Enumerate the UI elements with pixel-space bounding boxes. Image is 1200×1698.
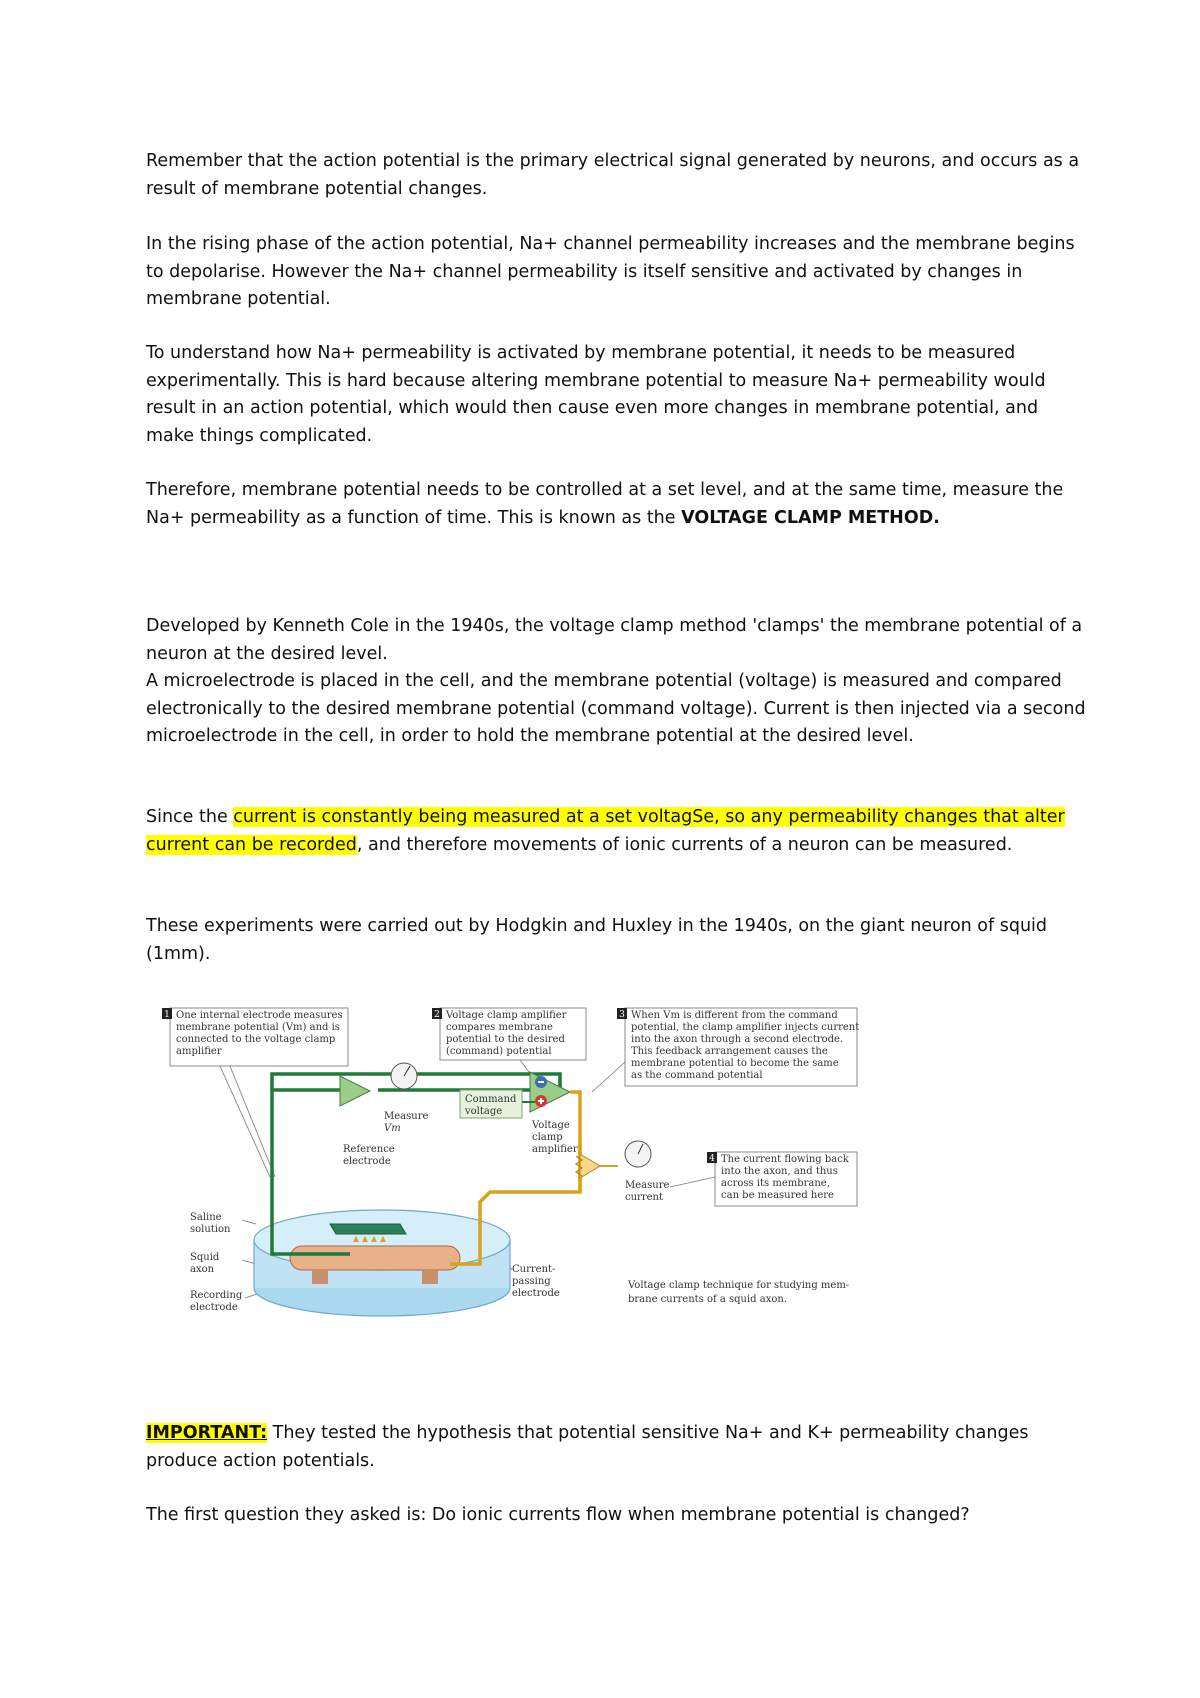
box4-number: 4 [709,1154,715,1164]
box4-line: The current flowing back [721,1154,849,1165]
measure-vm-label: Measure [384,1111,429,1122]
paragraph-9 [146,1420,1086,1475]
box2-line: compares membrane [446,1022,553,1033]
important-label: IMPORTANT: [146,1423,268,1443]
command-voltage-box [460,1090,535,1118]
highlighted-text: current is constantly being measured at a set voltagSe, so any permeability changes that alter current can be recorded [146,807,1065,855]
box2-line: Voltage clamp amplifier [446,1010,567,1021]
command-label: voltage [465,1106,503,1117]
box3-line: This feedback arrangement causes the [631,1046,828,1057]
box3-line: potential, the clamp amplifier injects current [631,1022,860,1033]
box3-line: as the command potential [631,1070,763,1081]
paragraph-7 [146,804,1086,859]
current-meter [576,1141,651,1178]
squid-axon-label: axon [190,1264,215,1275]
voltage-clamp-label: clamp [532,1132,563,1143]
voltage-clamp-method-term: VOLTAGE CLAMP METHOD. [681,507,940,528]
box3-line: membrane potential to become the same [631,1058,839,1069]
box2-line: potential to the desired [446,1034,565,1045]
figure-caption: brane currents of a squid axon. [628,1294,788,1305]
p4-text: Therefore, membrane potential needs to be controlled at a set level, and at the same time, measure the Na+ permeability as a function of time. This is known as the [146,480,1064,528]
voltage-clamp-amplifier [530,1072,570,1112]
current-passing-label: passing [512,1276,551,1287]
p7-post: , and therefore movements of ionic currents of a neuron can be measured. [356,834,1013,855]
box3-number: 3 [619,1010,625,1020]
figure-caption: Voltage clamp technique for studying mem- [628,1280,850,1291]
box4-line: into the axon, and thus [721,1166,838,1177]
reference-electrode-label: electrode [343,1156,391,1167]
saline-label: solution [190,1224,231,1235]
box1-number: 1 [164,1010,170,1020]
p7-pre: Since the [146,807,234,827]
paragraph-3: To understand how Na+ permeability is activated by membrane potential, it needs to be measured experimentally. This is hard because altering membrane potential to measure Na+ permeability would result in an action potential, which would then cause even more changes in membrane potential, and make things complicated. [146,343,1046,446]
box4-line: can be measured here [721,1190,834,1201]
box2-line: (command) potential [446,1046,552,1057]
current-passing-label: Current- [512,1264,556,1275]
voltage-clamp-label: Voltage [532,1120,570,1131]
callout-box-1 [162,1008,348,1066]
box1-line: One internal electrode measures [176,1010,343,1021]
paragraph-5: Developed by Kenneth Cole in the 1940s, the voltage clamp method 'clamps' the membrane potential of a neuron at the desired level. [146,616,1083,664]
box1-line: connected to the voltage clamp [176,1034,336,1045]
current-passing-label: electrode [512,1288,560,1299]
voltage-clamp-diagram [160,1002,930,1364]
recording-electrode-label: electrode [190,1302,238,1313]
measure-amplifier [340,1076,370,1106]
paragraph-10: The first question they asked is: Do ionic currents flow when membrane potential is changed? [146,1505,970,1525]
box3-line: into the axon through a second electrode. [631,1034,844,1045]
paragraph-4 [146,477,1086,532]
measure-current-label: Measure [625,1180,670,1191]
box1-line: amplifier [176,1046,222,1057]
voltage-clamp-label: amplifier [532,1144,578,1155]
squid-axon-label: Squid [190,1252,220,1263]
reference-electrode-label: Reference [343,1144,395,1155]
callout-box-3 [617,1008,859,1086]
measure-vm-label: Vm [384,1123,401,1134]
p9-text: They tested the hypothesis that potential sensitive Na+ and K+ permeability changes produce action potentials. [146,1423,1029,1471]
measure-current-label: current [625,1192,663,1203]
paragraph-8: These experiments were carried out by Hodgkin and Huxley in the 1940s, on the giant neuron of squid (1mm). [146,916,1048,964]
box1-line: membrane potential (Vm) and is [176,1022,340,1033]
vm-meter-icon [391,1063,417,1089]
paragraph-2: In the rising phase of the action potential, Na+ channel permeability increases and the membrane begins to depolarise. However the Na+ channel permeability is itself sensitive and activated by changes in membrane potential. [146,234,1075,309]
box3-line: When Vm is different from the command [631,1010,838,1021]
box2-number: 2 [434,1010,440,1020]
recording-electrode-label: Recording [190,1290,243,1301]
box4-line: across its membrane, [721,1178,830,1189]
paragraph-6: A microelectrode is placed in the cell, and the membrane potential (voltage) is measured and compared electronically to the desired membrane potential (command voltage). Current is then injected via a second microelectrode in the cell, in order to hold the membrane potential at the desired level. [146,671,1086,746]
callout-box-2 [432,1008,586,1060]
paragraph-1: Remember that the action potential is the primary electrical signal generated by neurons, and occurs as a result of membrane potential changes. [146,151,1080,199]
saline-label: Saline [190,1212,222,1223]
command-label: Command [465,1094,517,1105]
callout-box-4 [707,1152,857,1206]
